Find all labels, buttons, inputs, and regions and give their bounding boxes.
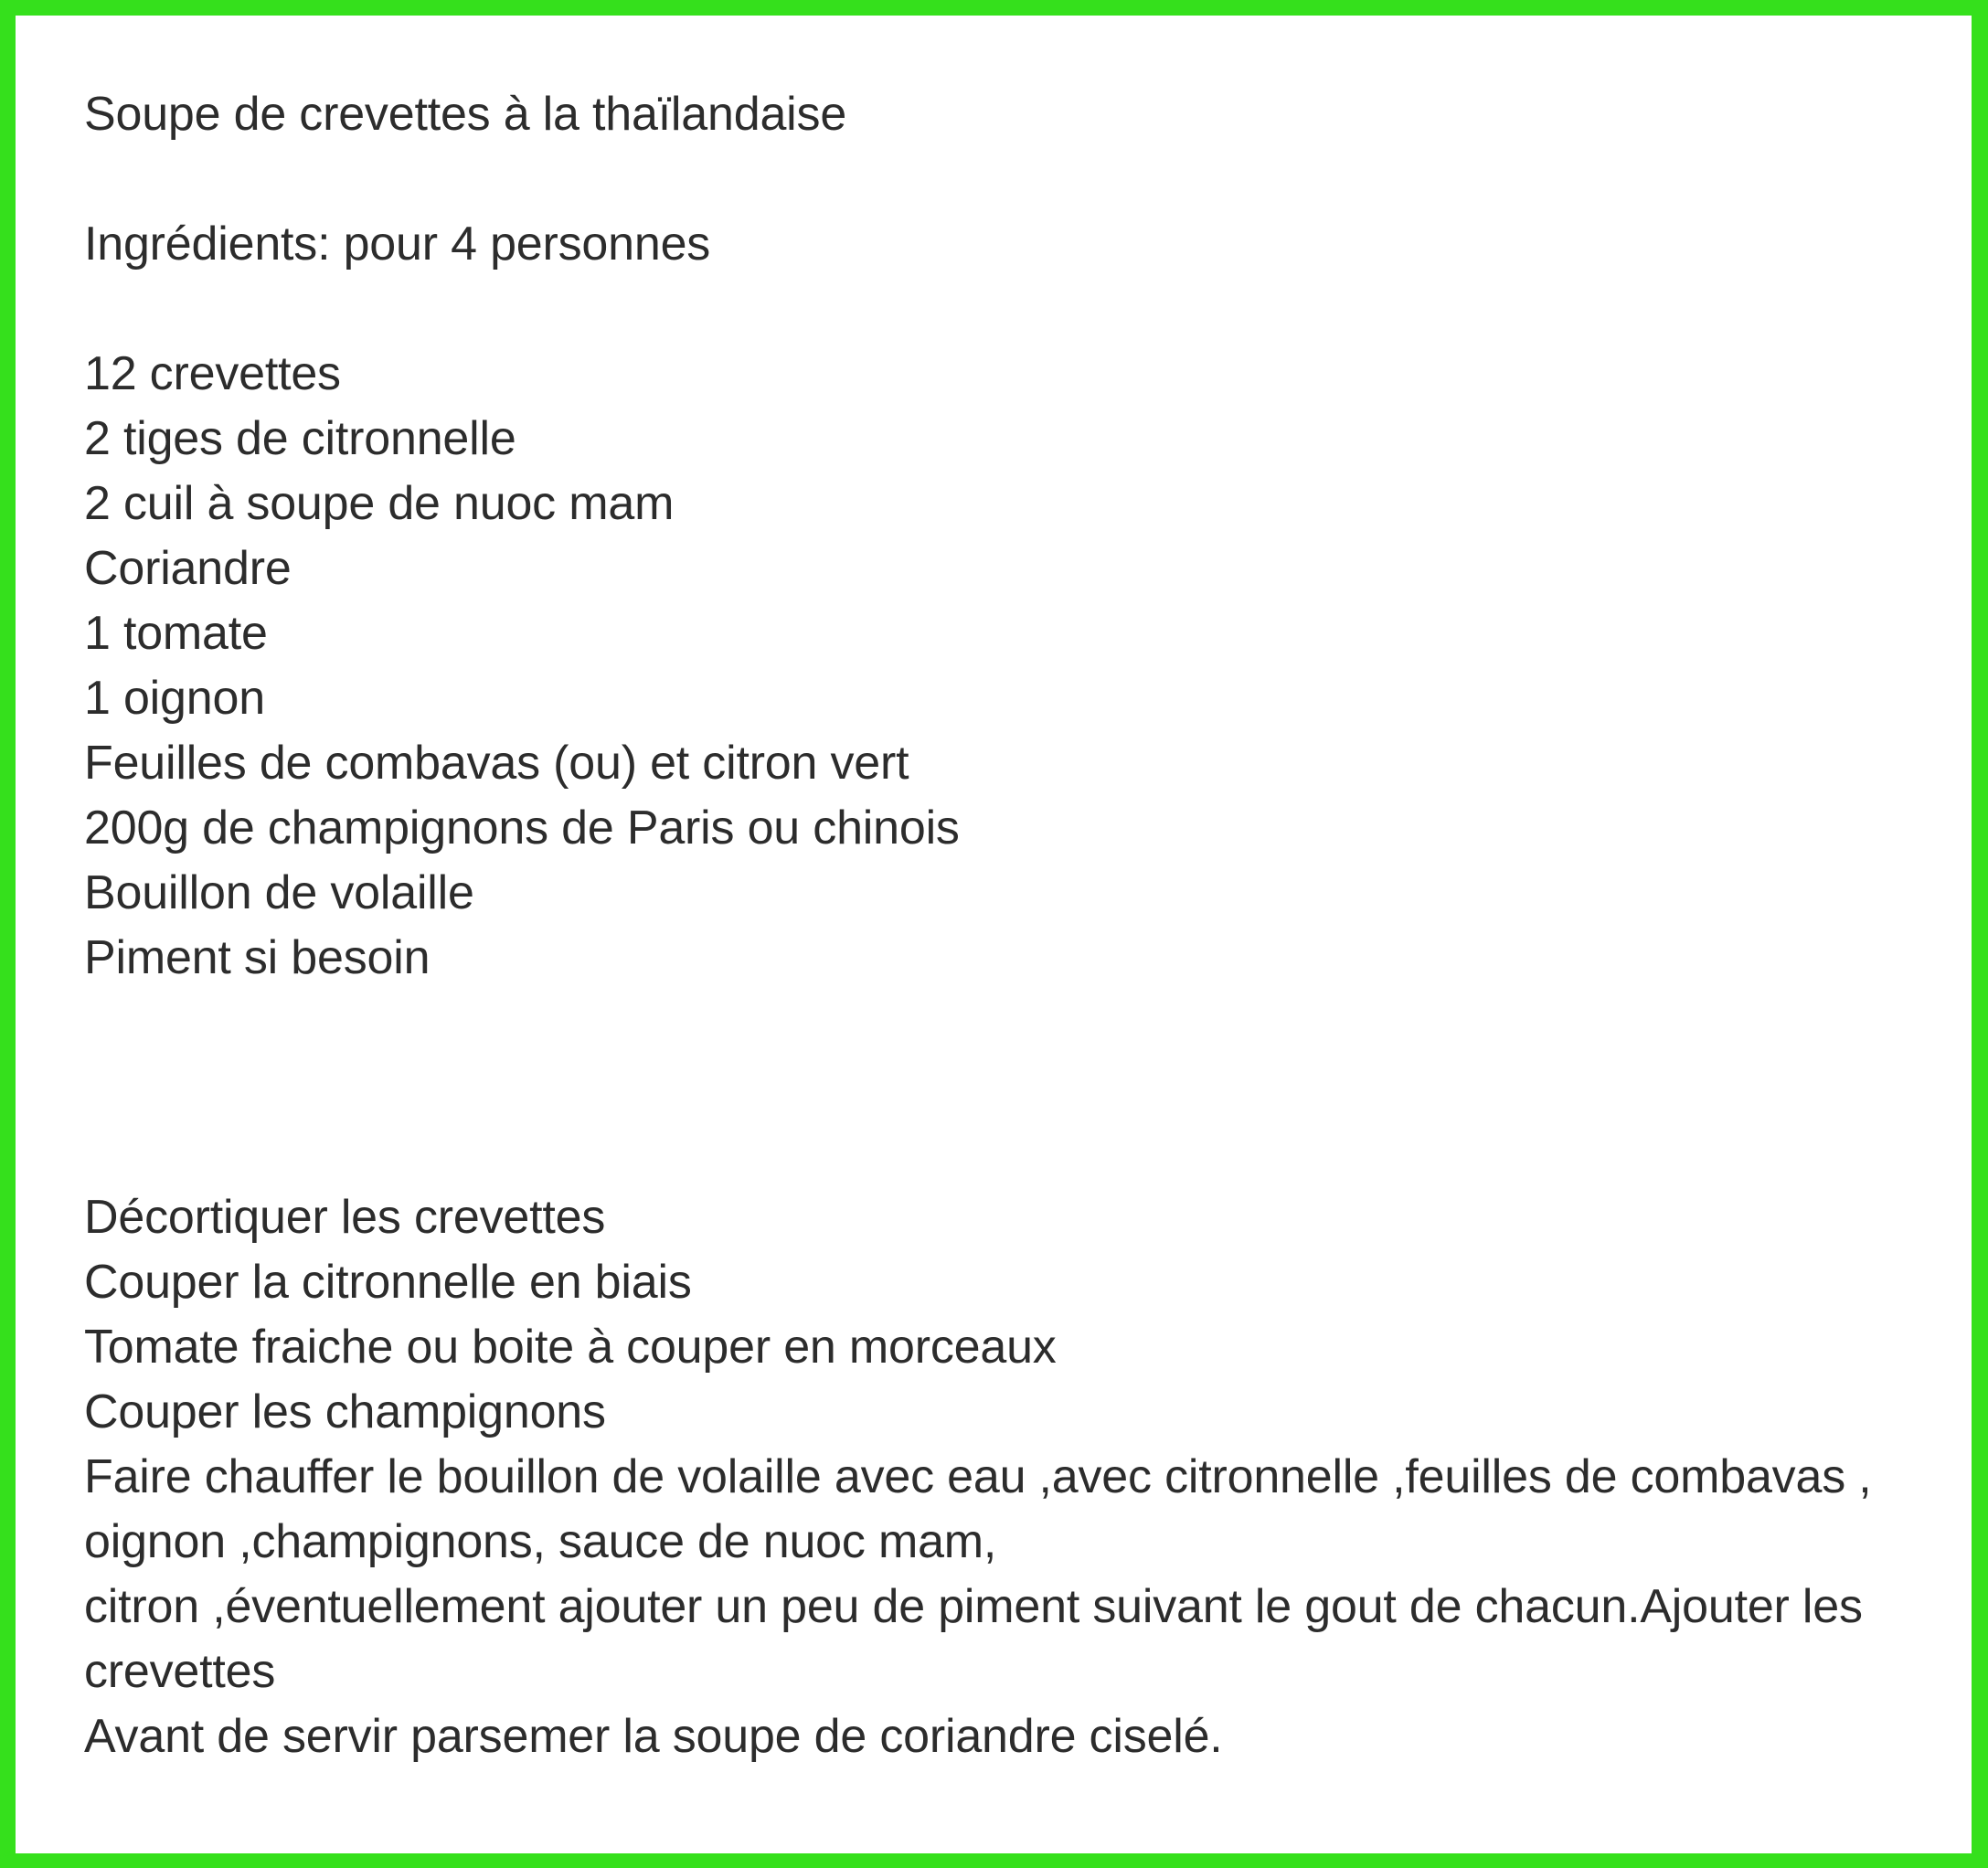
step-item: Tomate fraiche ou boite à couper en morceaux — [84, 1321, 1057, 1374]
ingredient-item: Coriandre — [84, 542, 292, 595]
ingredient-item: 200g de champignons de Paris ou chinois — [84, 801, 960, 854]
ingredient-item: 2 cuil à soupe de nuoc mam — [84, 477, 675, 530]
green-frame-bottom — [0, 1853, 1988, 1868]
document-text-body — [16, 16, 1972, 1769]
ingredient-item: Piment si besoin — [84, 931, 431, 984]
step-paragraph-bouillon: Faire chauffer le bouillon de volaille avec eau ,avec citronnelle ,feuilles de combavas , oignon ,champignons, sauce de nuoc mam, — [84, 1450, 1885, 1568]
ingredients-list — [84, 342, 1935, 991]
recipe-title: Soupe de crevettes à la thaïlandaise — [84, 88, 847, 141]
spacer-after-title — [84, 147, 1935, 212]
ingredients-heading: Ingrédients: pour 4 personnes — [84, 218, 711, 271]
step-item: Couper la citronnelle en biais — [84, 1256, 692, 1309]
green-frame-top — [0, 0, 1988, 16]
ingredient-item: Bouillon de volaille — [84, 866, 474, 919]
steps-list — [84, 1185, 1935, 1769]
spacer-after-ingredients-heading — [84, 277, 1935, 342]
green-frame-right — [1972, 0, 1988, 1868]
document-sheet — [16, 16, 1972, 1853]
ingredient-item: Feuilles de combavas (ou) et citron vert — [84, 737, 909, 790]
step-final-serving: Avant de servir parsemer la soupe de coriandre ciselé. — [84, 1710, 1223, 1763]
green-frame-left — [0, 0, 16, 1868]
ingredient-item: 1 tomate — [84, 607, 268, 660]
step-paragraph-piment: citron ,éventuellement ajouter un peu de piment suivant le gout de chacun.Ajouter les crevettes — [84, 1580, 1876, 1698]
ingredient-item: 2 tiges de citronnelle — [84, 412, 516, 465]
spacer-before-steps — [84, 991, 1935, 1185]
step-item: Décortiquer les crevettes — [84, 1191, 606, 1244]
ingredient-item: 12 crevettes — [84, 347, 341, 400]
ingredient-item: 1 oignon — [84, 672, 265, 725]
step-item: Couper les champignons — [84, 1385, 606, 1438]
